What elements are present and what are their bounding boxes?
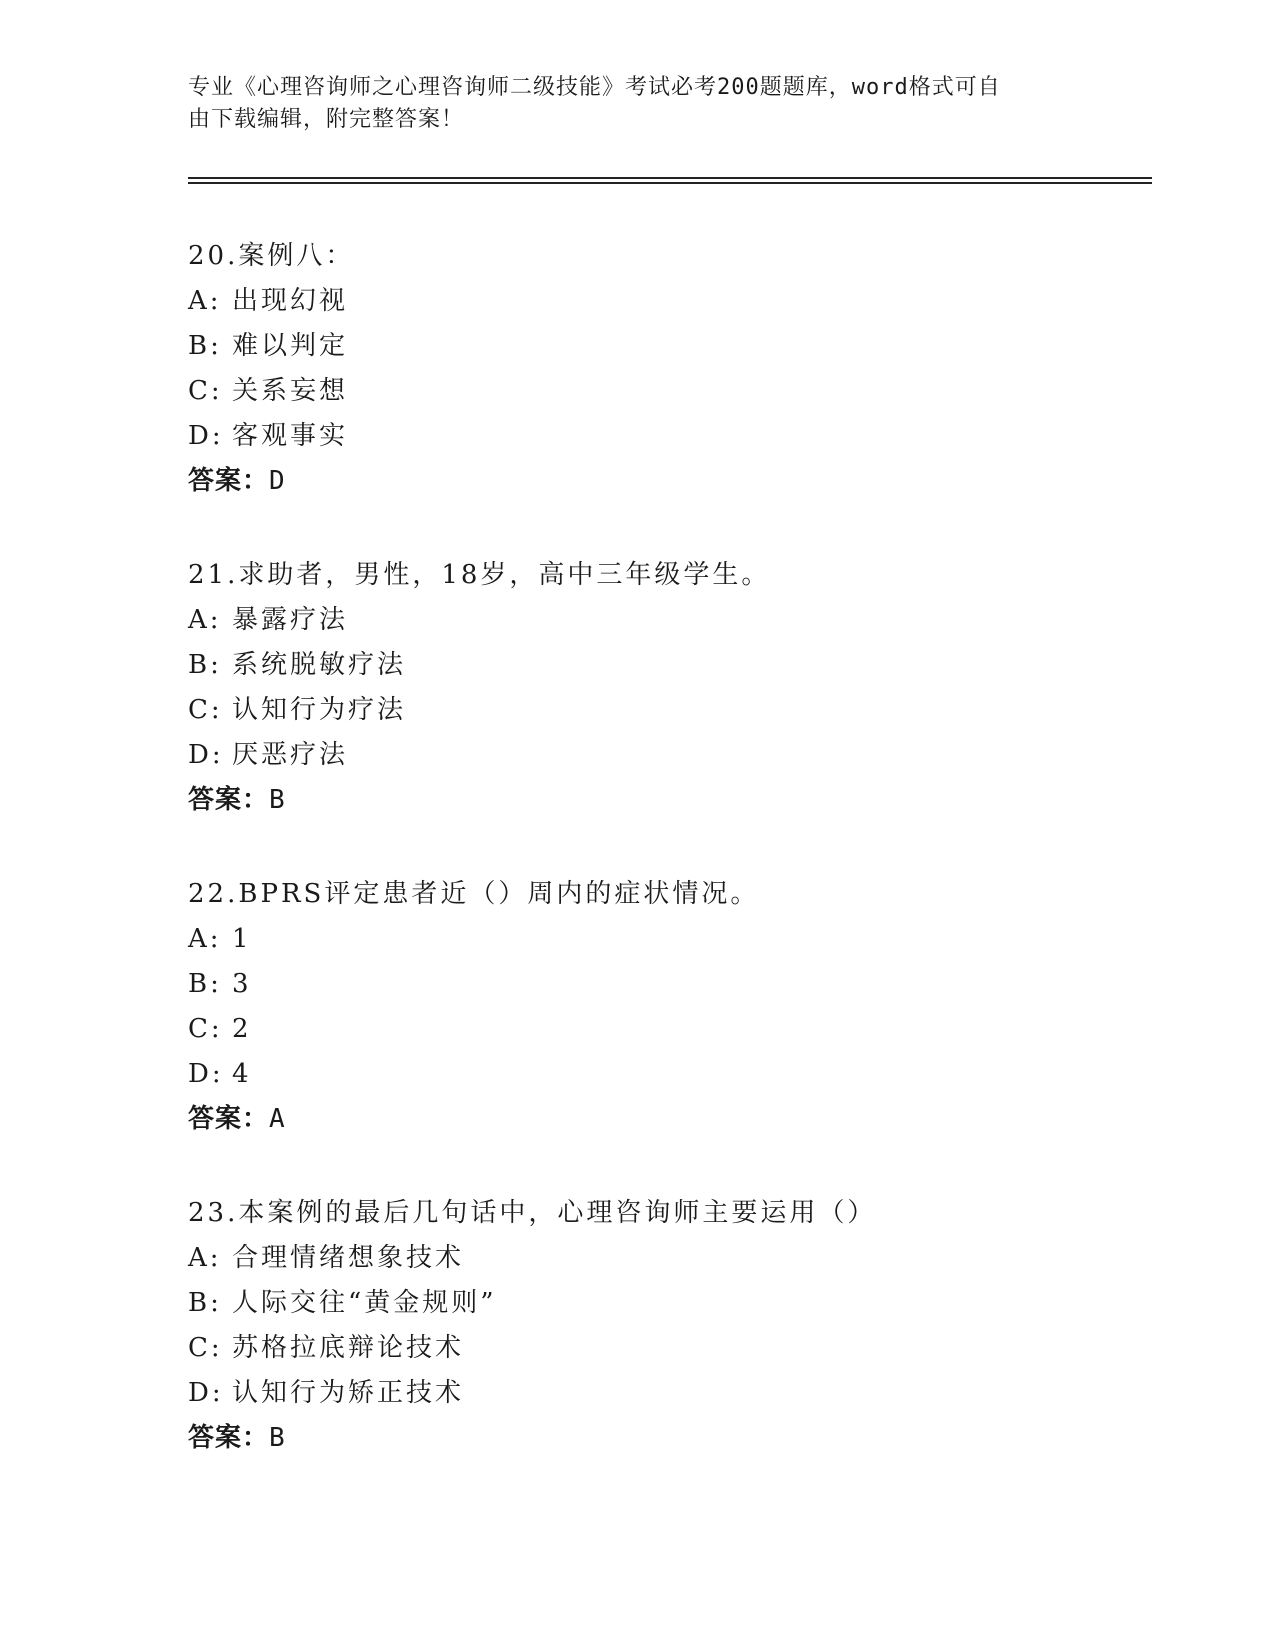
answer-label: 答案： [188,1104,270,1134]
option-a [188,1236,1138,1281]
option-d [188,733,1138,778]
option-letter: C: [188,1333,223,1363]
header-line-2: 由下载编辑，附完整答案！ [188,107,465,132]
header-divider-top [188,177,1152,179]
option-b [188,324,1138,369]
question-stem: 22.BPRS评定患者近（）周内的症状情况。 [188,879,760,909]
option-text: 苏格拉底辩论技术 [232,1333,465,1363]
answer-line [188,1097,1138,1142]
option-text: 出现幻视 [232,286,349,316]
answer-value: D [269,466,286,496]
option-text: 2 [232,1014,252,1044]
option-text: 认知行为矫正技术 [232,1378,465,1408]
option-letter: A: [188,924,222,954]
option-c [188,688,1138,733]
question-stem: 21.求助者，男性，18岁，高中三年级学生。 [188,560,771,590]
option-letter: B: [188,650,222,680]
option-a [188,279,1138,324]
option-letter: A: [188,605,222,635]
question-23 [188,1191,1138,1461]
option-letter: D: [188,1059,224,1089]
question-21 [188,553,1138,823]
option-text: 4 [232,1059,252,1089]
answer-line [188,1416,1138,1461]
document-header [188,72,1088,136]
option-letter: D: [188,1378,224,1408]
option-text: 难以判定 [232,331,349,361]
option-a [188,917,1138,962]
answer-value: B [269,785,286,815]
option-text: 客观事实 [232,421,349,451]
answer-line [188,459,1138,504]
option-d [188,414,1138,459]
option-b [188,643,1138,688]
option-d [188,1371,1138,1416]
option-letter: C: [188,695,223,725]
answer-label: 答案： [188,466,270,496]
answer-label: 答案： [188,785,270,815]
option-d [188,1052,1138,1097]
option-b [188,962,1138,1007]
option-text: 系统脱敏疗法 [232,650,407,680]
question-20 [188,234,1138,504]
option-a [188,598,1138,643]
option-c [188,1007,1138,1052]
option-c [188,1326,1138,1371]
option-letter: D: [188,421,224,451]
header-divider-bottom [188,182,1152,184]
option-letter: B: [188,969,222,999]
option-letter: B: [188,331,222,361]
question-stem: 23.本案例的最后几句话中，心理咨询师主要运用（） [188,1198,877,1228]
option-text: 人际交往“黄金规则” [232,1288,497,1318]
answer-line [188,778,1138,823]
option-letter: D: [188,740,224,770]
option-b [188,1281,1138,1326]
option-text: 厌恶疗法 [232,740,349,770]
option-letter: C: [188,1014,223,1044]
option-letter: A: [188,286,222,316]
option-letter: C: [188,376,223,406]
question-stem: 20.案例八： [188,241,355,271]
option-letter: B: [188,1288,222,1318]
option-text: 认知行为疗法 [232,695,407,725]
option-c [188,369,1138,414]
header-line-1: 专业《心理咨询师之心理咨询师二级技能》考试必考200题题库，word格式可自 [188,75,1001,100]
answer-label: 答案： [188,1423,270,1453]
answer-value: B [269,1423,286,1453]
option-text: 暴露疗法 [232,605,349,635]
option-text: 3 [232,969,252,999]
option-text: 合理情绪想象技术 [232,1243,465,1273]
answer-value: A [269,1104,286,1134]
option-text: 关系妄想 [232,376,349,406]
question-22 [188,872,1138,1142]
option-letter: A: [188,1243,222,1273]
option-text: 1 [232,924,252,954]
